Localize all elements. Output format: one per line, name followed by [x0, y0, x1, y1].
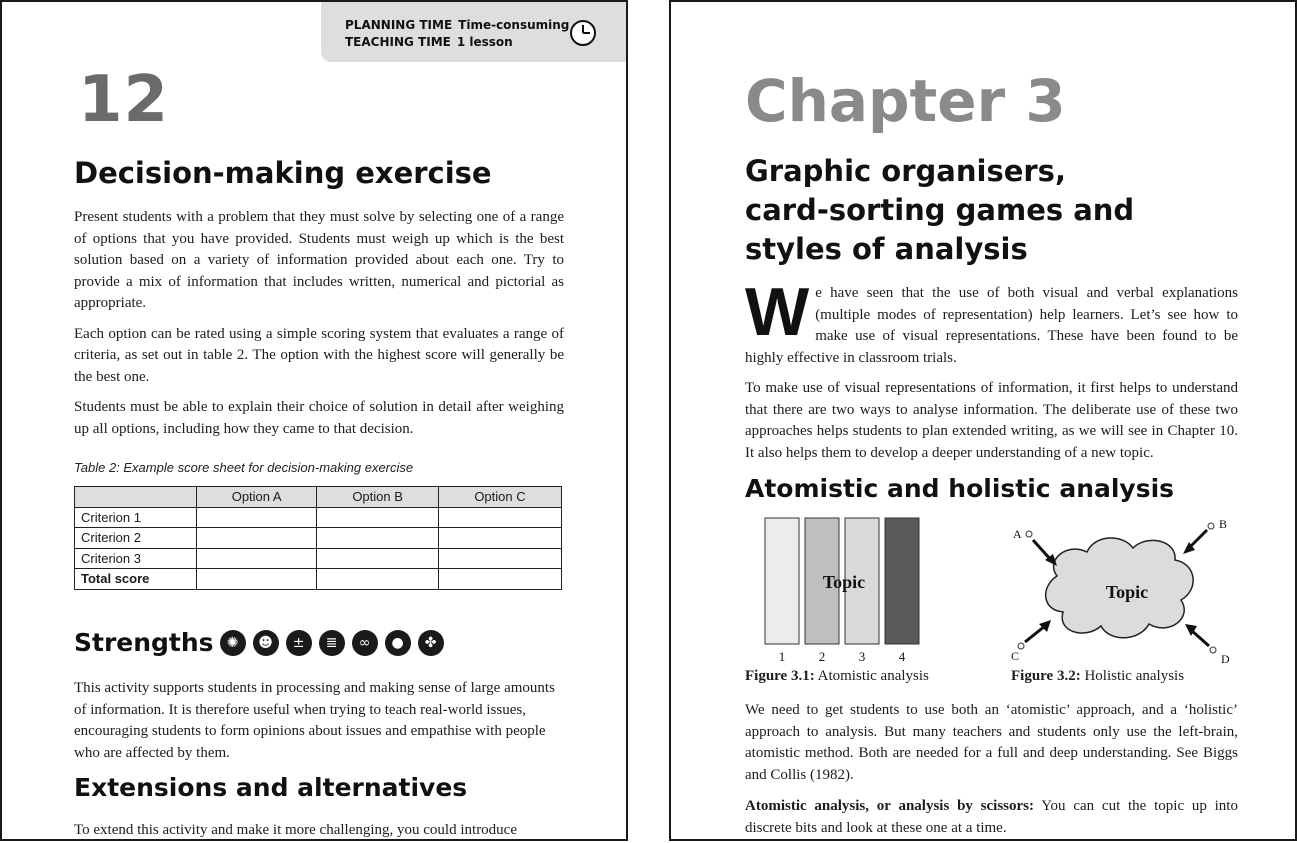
- table-row: [75, 507, 562, 528]
- arrow-d: [1191, 630, 1209, 646]
- paragraph: Students must be able to explain their choice of solution in detail after weighing up all options, including how they came to that decision.: [74, 399, 564, 437]
- table-cell: [317, 569, 439, 590]
- left-page: [0, 0, 628, 841]
- table-cell: [197, 507, 317, 528]
- table-header-cell: [75, 487, 197, 508]
- table-cell: [438, 528, 561, 549]
- arrow-b: [1189, 530, 1207, 548]
- table-header-cell: Option B: [317, 487, 439, 508]
- point-label: A: [1013, 527, 1022, 541]
- fig1-topic-label: Topic: [822, 572, 866, 592]
- caption-label: Figure 3.2:: [1011, 668, 1081, 684]
- teaching-time-label: TEACHING TIME: [345, 35, 451, 49]
- subtitle-line: Graphic organisers,: [745, 154, 1066, 188]
- paragraph: To extend this activity and make it more challenging, you could introduce: [74, 822, 517, 838]
- strengths-header: [74, 628, 451, 658]
- paragraph-2: [745, 378, 1238, 464]
- eye-icon: [1018, 643, 1024, 649]
- extensions-heading: Extensions and alternatives: [74, 773, 468, 802]
- strengths-text: [74, 678, 564, 764]
- paragraph: We need to get students to use both an ‘atomistic’ approach, and a ‘holistic’ approach to analysis. But many teachers and students only use the left-brain, atomistic method. Both are needed for a full and deep understanding. See Biggs and Collis (1982).: [745, 702, 1238, 783]
- caption-label: Figure 3.1:: [745, 668, 815, 684]
- intro-text: [745, 274, 1238, 369]
- paragraph: Each option can be rated using a simple scoring system that evaluates a range of criteria, as set out in table 2. The option with the highest score will generally be the best one.: [74, 325, 564, 385]
- arrow-c: [1025, 626, 1045, 642]
- arrow-a: [1033, 540, 1051, 560]
- glasses-icon: ∞: [352, 630, 378, 656]
- table-cell: [438, 548, 561, 569]
- table-row-total: [75, 569, 562, 590]
- table-cell: [197, 528, 317, 549]
- right-page: [669, 0, 1297, 841]
- row-label: Criterion 2: [75, 528, 197, 549]
- table-cell: [197, 569, 317, 590]
- point-label: B: [1219, 517, 1228, 531]
- paragraph: Present students with a problem that they must solve by selecting one of a range of options that you have provided. Students must weigh up which is the best solution based on a variety of information provided about each one. Try to provide a mix of information that includes written, numerical and pictorial as appropriate.: [74, 209, 564, 311]
- row-label: Total score: [75, 569, 197, 590]
- planning-time-value: Time-consuming: [458, 18, 570, 32]
- row-label: Criterion 3: [75, 548, 197, 569]
- speech-bubble-icon: ●: [385, 630, 411, 656]
- eye-icon: [1208, 523, 1214, 529]
- subtitle-line: card-sorting games and: [745, 193, 1135, 227]
- extensions-text: [74, 820, 564, 841]
- figure-3-2-caption: [1011, 668, 1184, 685]
- activity-number: 12: [78, 63, 170, 137]
- calculator-icon: ±: [286, 630, 312, 656]
- score-table: [74, 486, 562, 590]
- table-cell: [438, 569, 561, 590]
- eye-icon: [1026, 531, 1032, 537]
- section-heading: Atomistic and holistic analysis: [745, 474, 1175, 503]
- paragraph-3: [745, 700, 1238, 786]
- teaching-time-value: 1 lesson: [456, 35, 513, 49]
- head-profile-icon: ☻: [253, 630, 279, 656]
- table-cell: [317, 528, 439, 549]
- paragraph: This activity supports students in processing and making sense of large amounts of information. It is therefore useful when trying to teach real-world issues, encouraging students to form opinions about issues and empathise with people who are affected by them.: [74, 680, 555, 761]
- table-header-cell: Option C: [438, 487, 561, 508]
- holistic-figure: [1005, 512, 1235, 668]
- subtitle-line: styles of analysis: [745, 232, 1028, 266]
- bar-4: [885, 518, 919, 644]
- strengths-heading: Strengths: [74, 628, 214, 657]
- eye-icon: [1210, 647, 1216, 653]
- fig2-topic-label: Topic: [1105, 582, 1149, 602]
- table-caption: Table 2: Example score sheet for decision-making exercise: [74, 460, 414, 475]
- brain-icon: ✺: [220, 630, 246, 656]
- bar-number: 1: [778, 649, 786, 664]
- figure-3-1-caption: [745, 668, 929, 685]
- table-row: [75, 528, 562, 549]
- paragraph-4: [745, 796, 1238, 839]
- intro-text: [74, 207, 564, 440]
- caption-text: Holistic analysis: [1080, 668, 1185, 684]
- table-header-row: [75, 487, 562, 508]
- paragraph: [745, 796, 1238, 839]
- bar-number: 4: [898, 649, 906, 664]
- globe-icon: ✤: [418, 630, 444, 656]
- table-cell: [197, 548, 317, 569]
- document-icon: ≣: [319, 630, 345, 656]
- time-box: [321, 2, 627, 62]
- table-header-cell: Option A: [197, 487, 317, 508]
- point-label: D: [1221, 652, 1230, 666]
- point-label: C: [1011, 649, 1020, 663]
- intro-paragraph: e have seen that the use of both visual and verbal explanations (multiple modes of representation) help learners. Let’s see how to make use of visual representations. These have been found to be highly effective in classroom trials.: [745, 285, 1238, 366]
- bar-number: 3: [858, 649, 866, 664]
- row-label: Criterion 1: [75, 507, 197, 528]
- bar-1: [765, 518, 799, 644]
- paragraph: To make use of visual representations of information, it first helps to understand that there are two ways to analyse information. The deliberate use of these two approaches helps students to plan extended writing, as we will see in Chapter 10. It also helps them to develop a deeper understanding of a new topic.: [745, 380, 1238, 461]
- bold-lead: Atomistic analysis, or analysis by scissors:: [745, 798, 1035, 814]
- table-cell: [438, 507, 561, 528]
- caption-text: Atomistic analysis: [814, 668, 929, 684]
- table-row: [75, 548, 562, 569]
- atomistic-figure: [759, 514, 929, 666]
- planning-time-label: PLANNING TIME: [345, 18, 453, 32]
- chapter-subtitle: [745, 152, 1134, 269]
- chapter-title: Chapter 3: [745, 67, 1066, 135]
- clock-icon: [569, 19, 597, 47]
- paragraph-text: You can cut the topic up into discrete bits and look at these one at a time.: [745, 798, 1238, 836]
- bar-number: 2: [818, 649, 826, 664]
- activity-title: Decision-making exercise: [74, 156, 492, 190]
- table-cell: [317, 507, 439, 528]
- drop-cap: W: [745, 274, 810, 350]
- table-cell: [317, 548, 439, 569]
